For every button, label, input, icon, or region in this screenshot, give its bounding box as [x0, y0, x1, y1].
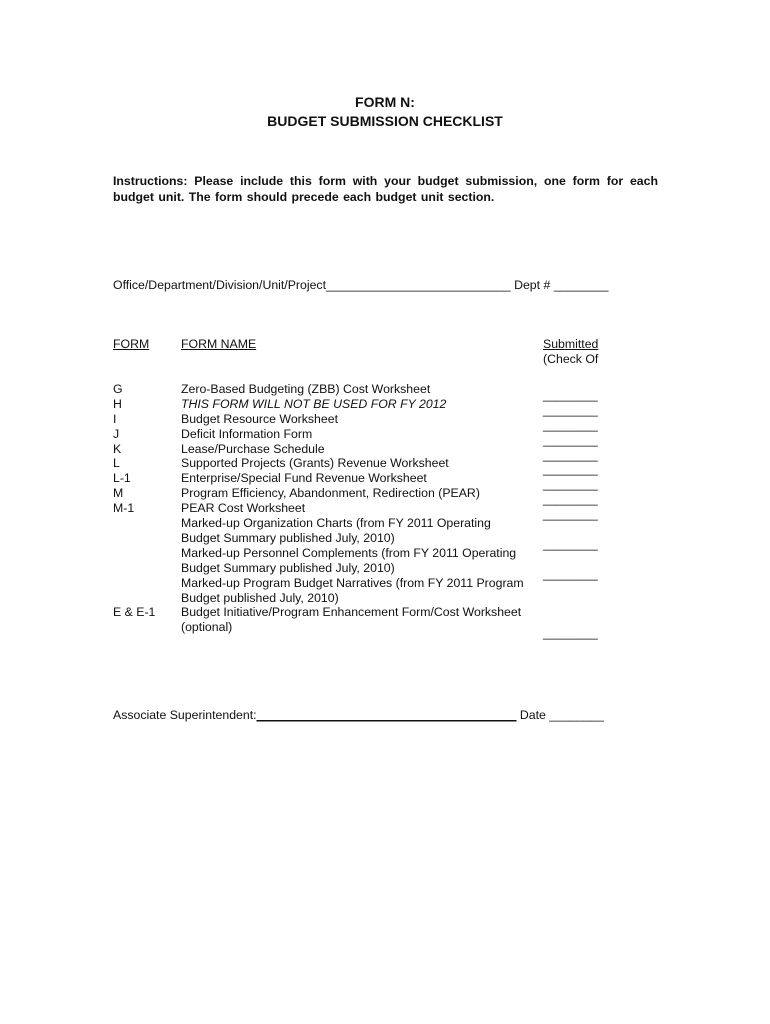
- table-row: [0, 411, 770, 432]
- submitted-checkbox-line[interactable]: ________: [543, 566, 598, 581]
- table-row: [0, 516, 770, 551]
- form-code: K: [113, 441, 122, 456]
- submitted-checkbox-line[interactable]: ________: [543, 477, 598, 492]
- table-row: [0, 382, 770, 402]
- signature-block: [113, 708, 604, 722]
- table-row: [0, 471, 770, 492]
- submitted-checkbox-line[interactable]: ________: [543, 432, 598, 447]
- form-code: E & E-1: [113, 605, 156, 620]
- form-code: L: [113, 456, 120, 471]
- signature-line[interactable]: ______________________________________: [256, 708, 517, 722]
- form-code: M-1: [113, 501, 135, 516]
- submitted-checkbox-line[interactable]: ________: [543, 388, 598, 402]
- column-header-form-name: FORM NAME: [181, 337, 257, 351]
- submitted-checkbox-line[interactable]: ________: [543, 492, 598, 507]
- office-dept-field[interactable]: Office/Department/Division/Unit/Project___________________________ Dept # ________: [113, 278, 609, 292]
- submitted-checkbox-line[interactable]: ________: [543, 417, 598, 432]
- table-row: [0, 426, 770, 447]
- submitted-checkbox-line[interactable]: ________: [543, 536, 598, 551]
- submitted-checkbox-line[interactable]: ________: [543, 507, 598, 522]
- table-row: [0, 486, 770, 507]
- date-field[interactable]: Date ________: [516, 708, 604, 722]
- form-name: Enterprise/Special Fund Revenue Worksheet: [181, 471, 427, 486]
- checklist-table: [0, 382, 770, 641]
- submitted-checkbox-line[interactable]: ________: [543, 626, 598, 641]
- table-row: [0, 605, 770, 641]
- form-code: M: [113, 486, 124, 501]
- table-row: [0, 396, 770, 417]
- submitted-checkbox-line[interactable]: ________: [543, 402, 598, 417]
- form-name: PEAR Cost Worksheet: [181, 501, 306, 516]
- form-name: Supported Projects (Grants) Revenue Worksheet: [181, 456, 449, 471]
- form-name: Zero-Based Budgeting (ZBB) Cost Worksheet: [181, 382, 431, 396]
- table-row: [0, 545, 770, 581]
- form-name: Budget Initiative/Program Enhancement Form/Cost Worksheet (optional): [181, 605, 522, 635]
- submitted-checkbox-line[interactable]: ________: [543, 462, 598, 477]
- submitted-checkbox-line[interactable]: ________: [543, 447, 598, 462]
- form-name: Marked-up Program Budget Narratives (from FY 2011 Program Budget published July, 2010): [181, 575, 524, 605]
- column-header-submitted-note: (Check Of: [543, 352, 599, 366]
- form-name: Budget Resource Worksheet: [181, 411, 338, 426]
- form-code: I: [113, 411, 117, 426]
- form-name: Program Efficiency, Abandonment, Redirection (PEAR): [181, 486, 480, 501]
- form-code: G: [113, 382, 123, 396]
- column-header-form: FORM: [113, 337, 150, 351]
- instructions-text: Instructions: Please include this form with your budget submission, one form for each budget unit. The form should precede each budget unit section.: [113, 174, 658, 204]
- signature-label: Associate Superintendent:: [113, 708, 257, 722]
- table-row: [0, 501, 770, 522]
- form-name: Marked-up Personnel Complements (from FY 2011 Operating Budget Summary published July, 2010): [181, 545, 517, 575]
- table-row: [0, 441, 770, 462]
- form-title: FORM N:: [355, 94, 415, 110]
- form-name: Lease/Purchase Schedule: [181, 441, 325, 456]
- form-name: Marked-up Organization Charts (from FY 2011 Operating Budget Summary published July, 2010): [181, 516, 491, 545]
- form-subtitle: BUDGET SUBMISSION CHECKLIST: [267, 113, 503, 129]
- table-row: [0, 576, 770, 606]
- form-name: Deficit Information Form: [181, 426, 313, 441]
- form-name: THIS FORM WILL NOT BE USED FOR FY 2012: [181, 396, 447, 411]
- table-row: [0, 456, 770, 477]
- form-code: H: [113, 396, 122, 411]
- form-code: L-1: [113, 471, 131, 486]
- form-code: J: [113, 426, 120, 441]
- column-header-submitted: Submitted: [543, 337, 599, 351]
